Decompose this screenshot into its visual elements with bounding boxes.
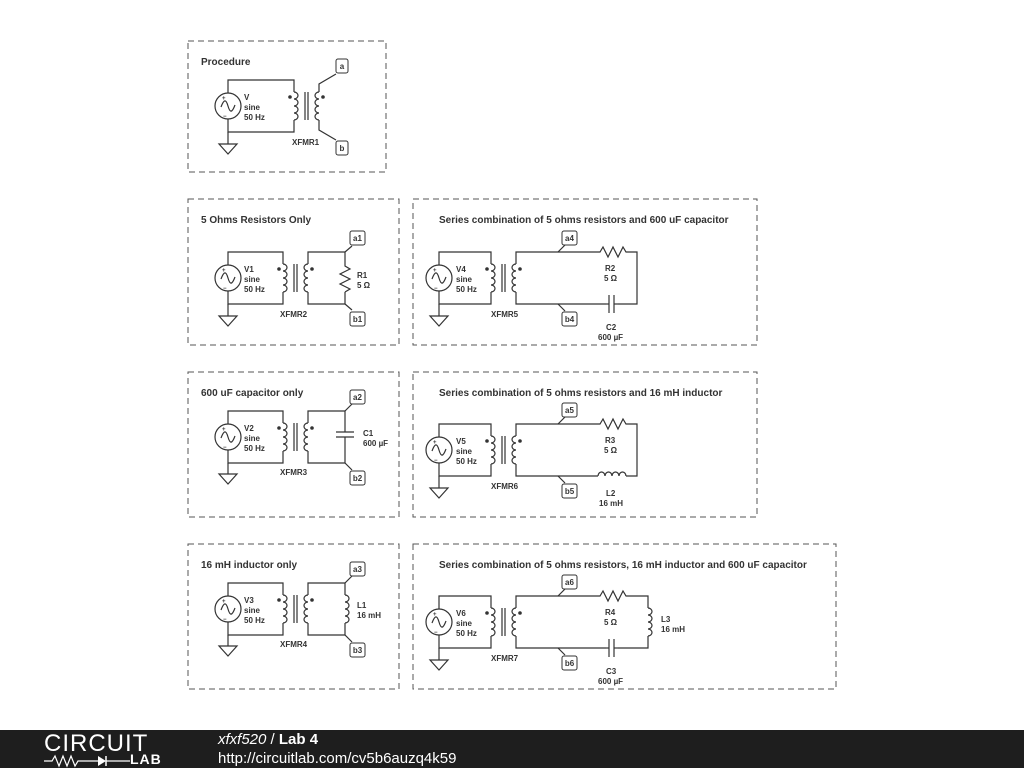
svg-text:a4: a4 <box>565 234 574 243</box>
ground-icon <box>219 646 237 656</box>
circuit-capacitor-only <box>188 372 399 517</box>
source-label: V1 <box>244 265 254 274</box>
svg-text:+: + <box>222 268 226 274</box>
project-url-link[interactable]: http://circuitlab.com/cv5b6auzq4k59 <box>218 750 457 767</box>
circuit-procedure <box>188 41 386 172</box>
ground-icon <box>219 316 237 326</box>
circuit-resistor-inductor-capacitor <box>413 544 836 689</box>
circuit-title: Series combination of 5 ohms resistors and 600 uF capacitor <box>439 215 729 226</box>
svg-text:+: + <box>222 599 226 605</box>
ground-icon <box>430 488 448 498</box>
circuit-title: Series combination of 5 ohms resistors and 16 mH inductor <box>439 388 723 399</box>
source-wave: sine <box>456 447 473 456</box>
transformer-label: XFMR1 <box>292 138 320 147</box>
circuit-resistor-inductor <box>413 372 757 517</box>
resistor-icon <box>340 264 350 292</box>
source-label: V2 <box>244 424 254 433</box>
resistor-icon <box>598 591 648 608</box>
svg-text:+: + <box>222 96 226 102</box>
ground-icon <box>219 144 237 154</box>
source-frequency: 50 Hz <box>244 616 265 625</box>
svg-text:b4: b4 <box>564 315 575 324</box>
source-wave: sine <box>244 103 261 112</box>
transformer-icon <box>277 423 314 451</box>
transformer-label: XFMR3 <box>280 468 308 477</box>
source-frequency: 50 Hz <box>456 285 477 294</box>
inductor-value: 16 mH <box>661 625 686 634</box>
source-frequency: 50 Hz <box>456 457 477 466</box>
source-wave: sine <box>456 275 473 284</box>
transformer-label: XFMR6 <box>491 482 519 491</box>
svg-text:a6: a6 <box>565 578 574 587</box>
inductor-icon <box>345 595 349 623</box>
circuit-resistor-capacitor <box>413 199 757 345</box>
node-b1-label <box>350 312 365 326</box>
node-a-label <box>336 59 348 73</box>
svg-text:b: b <box>339 144 345 153</box>
source-frequency: 50 Hz <box>244 113 265 122</box>
svg-text:+: + <box>433 268 437 274</box>
inductor-icon <box>618 608 652 648</box>
svg-text:−: − <box>434 630 438 636</box>
transformer-icon <box>485 264 522 292</box>
capacitor-name: C2 <box>606 323 617 332</box>
svg-text:+: + <box>222 427 226 433</box>
source-label: V3 <box>244 596 254 605</box>
inductor-name: L2 <box>606 489 616 498</box>
voltage-source <box>426 437 452 464</box>
circuit-title: 600 uF capacitor only <box>201 388 304 399</box>
source-label: V <box>244 93 250 102</box>
svg-text:a5: a5 <box>565 406 574 415</box>
svg-text:b3: b3 <box>352 646 363 655</box>
separator: / <box>266 731 279 748</box>
voltage-source <box>215 265 241 292</box>
circuit-title: Series combination of 5 ohms resistors, 16 mH inductor and 600 uF capacitor <box>439 560 807 571</box>
capacitor-value: 600 µF <box>598 333 624 342</box>
resistor-name: R2 <box>605 264 616 273</box>
transformer-label: XFMR2 <box>280 310 308 319</box>
capacitor-icon <box>606 639 618 657</box>
node-a5-label <box>562 403 577 417</box>
inductor-value: 16 mH <box>357 611 382 620</box>
svg-text:b1: b1 <box>352 315 363 324</box>
capacitor-icon <box>336 432 354 437</box>
source-wave: sine <box>456 619 473 628</box>
resistor-value: 5 Ω <box>604 618 618 627</box>
svg-text:−: − <box>223 286 227 292</box>
voltage-source <box>215 424 241 451</box>
transformer-icon <box>485 436 522 464</box>
voltage-source <box>426 265 452 292</box>
svg-text:a3: a3 <box>353 565 362 574</box>
voltage-source <box>426 609 452 636</box>
circuit-resistor-only <box>188 199 399 345</box>
svg-text:b5: b5 <box>564 487 575 496</box>
svg-text:b2: b2 <box>352 474 363 483</box>
circuit-title: 5 Ohms Resistors Only <box>201 215 312 226</box>
source-frequency: 50 Hz <box>244 444 265 453</box>
transformer-icon <box>485 608 522 636</box>
source-label: V6 <box>456 609 466 618</box>
voltage-source <box>215 93 241 120</box>
inductor-name: L1 <box>357 601 367 610</box>
node-a4-label <box>562 231 577 245</box>
source-wave: sine <box>244 434 261 443</box>
circuit-title: 16 mH inductor only <box>201 560 298 571</box>
node-b6-label <box>562 656 577 670</box>
node-b2-label <box>350 471 365 485</box>
ground-icon <box>430 316 448 326</box>
transformer-icon <box>277 595 314 623</box>
svg-text:a: a <box>339 62 345 71</box>
capacitor-name: C3 <box>606 667 617 676</box>
resistor-name: R1 <box>357 271 368 280</box>
voltage-source <box>215 596 241 623</box>
resistor-diode-logo-icon <box>44 754 130 768</box>
source-label: V4 <box>456 265 466 274</box>
source-wave: sine <box>244 606 261 615</box>
inductor-value: 16 mH <box>599 499 624 508</box>
svg-text:−: − <box>223 114 227 120</box>
footer-bar <box>0 730 1024 768</box>
node-a2-label <box>350 390 365 404</box>
resistor-name: R4 <box>605 608 616 617</box>
capacitor-name: C1 <box>363 429 374 438</box>
resistor-value: 5 Ω <box>357 281 371 290</box>
capacitor-value: 600 µF <box>598 677 624 686</box>
source-frequency: 50 Hz <box>456 629 477 638</box>
node-b5-label <box>562 484 577 498</box>
circuit-inductor-only <box>188 544 399 689</box>
transformer-icon <box>288 92 325 120</box>
node-b3-label <box>350 643 365 657</box>
svg-text:+: + <box>433 440 437 446</box>
circuitlab-logo-lab: LAB <box>130 751 162 767</box>
source-wave: sine <box>244 275 261 284</box>
transformer-label: XFMR5 <box>491 310 519 319</box>
svg-text:a1: a1 <box>353 234 362 243</box>
resistor-value: 5 Ω <box>604 446 618 455</box>
source-label: V5 <box>456 437 466 446</box>
project-title: Lab 4 <box>278 731 319 748</box>
svg-text:a2: a2 <box>353 393 362 402</box>
capacitor-icon <box>606 295 618 313</box>
node-b4-label <box>562 312 577 326</box>
author-link[interactable]: xfxf520 <box>218 731 267 748</box>
resistor-name: R3 <box>605 436 616 445</box>
transformer-label: XFMR4 <box>280 640 308 649</box>
transformer-icon <box>277 264 314 292</box>
inductor-name: L3 <box>661 615 671 624</box>
capacitor-value: 600 µF <box>363 439 389 448</box>
ground-icon <box>430 660 448 670</box>
svg-text:−: − <box>434 458 438 464</box>
source-frequency: 50 Hz <box>244 285 265 294</box>
svg-text:+: + <box>433 612 437 618</box>
svg-text:b6: b6 <box>564 659 575 668</box>
svg-text:−: − <box>434 286 438 292</box>
ground-icon <box>219 474 237 484</box>
transformer-label: XFMR7 <box>491 654 519 663</box>
node-b-label <box>336 141 348 155</box>
circuitlab-logo-text: CIRCUIT <box>44 730 149 757</box>
project-heading <box>218 731 318 749</box>
svg-text:−: − <box>223 445 227 451</box>
node-a1-label <box>350 231 365 245</box>
node-a6-label <box>562 575 577 589</box>
inductor-icon <box>598 472 626 476</box>
svg-text:−: − <box>223 617 227 623</box>
node-a3-label <box>350 562 365 576</box>
circuit-title: Procedure <box>201 57 251 68</box>
resistor-value: 5 Ω <box>604 274 618 283</box>
